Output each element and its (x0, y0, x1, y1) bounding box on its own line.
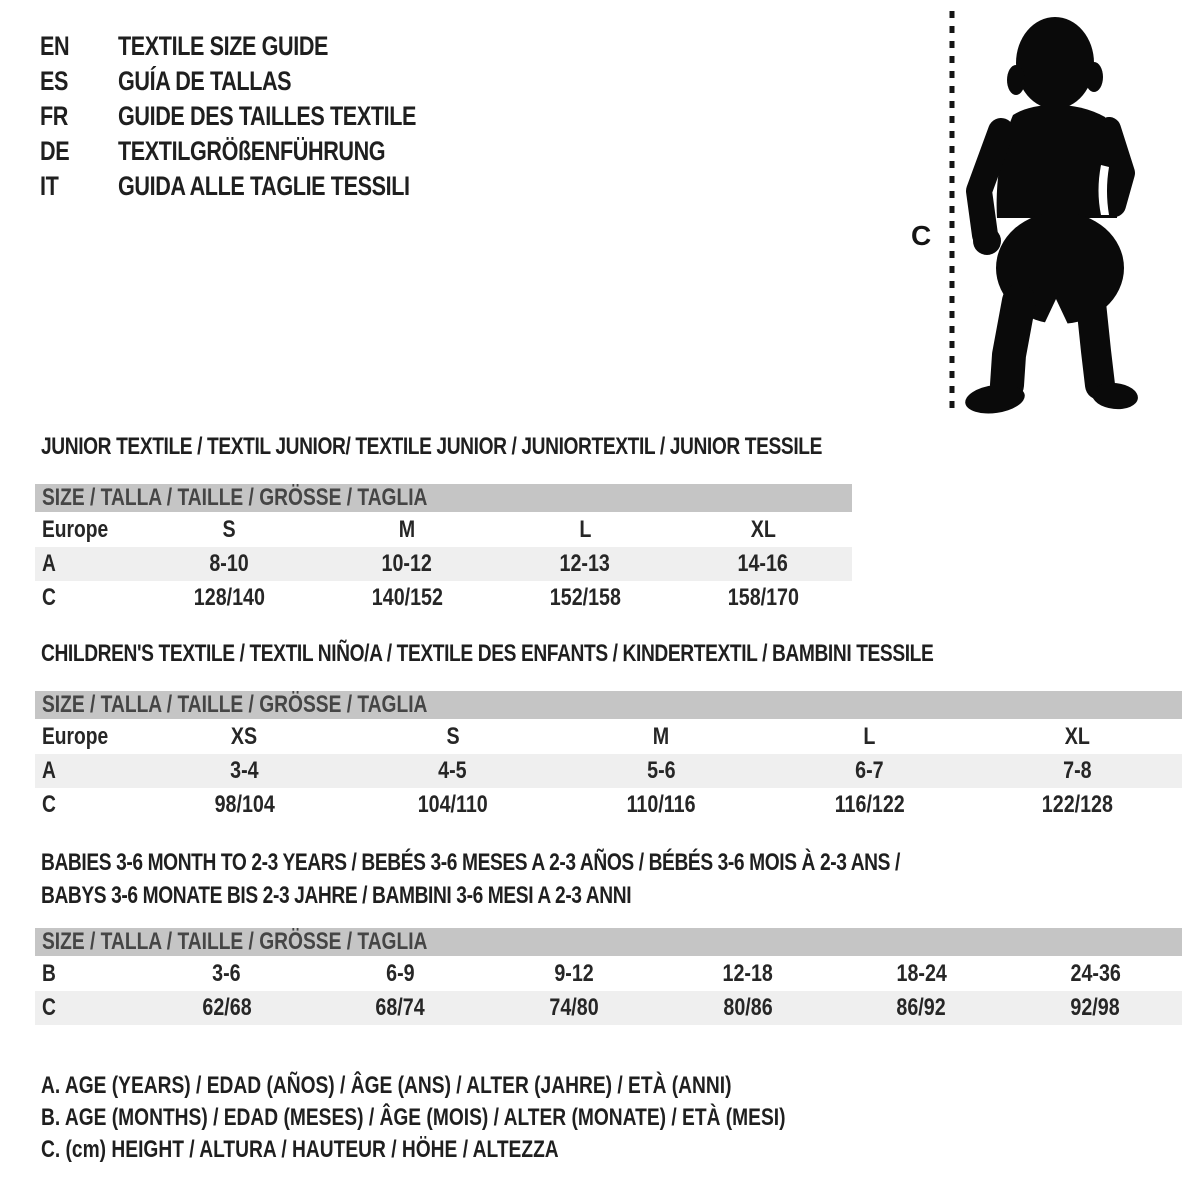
table-cell: 6-9 (386, 960, 415, 987)
table-cell: 18-24 (896, 960, 947, 987)
section-title-babies (41, 846, 1115, 912)
lang-code-it: IT (40, 171, 59, 201)
table-cell: 128/140 (193, 584, 265, 611)
table-cell: 86/92 (896, 994, 947, 1021)
babies-size-table (35, 928, 1182, 1025)
table-cell: 104/110 (417, 791, 488, 818)
table-cell: 158/170 (727, 584, 799, 611)
table-cell: 74/80 (549, 994, 599, 1021)
table-cell: L (578, 516, 592, 543)
table-cell: 10-12 (381, 550, 433, 577)
size-header-band: SIZE / TALLA / TAILLE / GRÖSSE / TAGLIA (35, 484, 852, 512)
lang-row-es (40, 64, 491, 99)
table-cell: 9-12 (554, 960, 594, 987)
table-row (35, 581, 852, 615)
height-figure (895, 3, 1175, 435)
table-cell: 152/158 (549, 584, 621, 611)
row-label: Europe (42, 723, 109, 750)
toddler-silhouette-icon (963, 17, 1139, 417)
table-cell: 116/122 (834, 791, 905, 818)
table-cell: 5-6 (646, 757, 676, 784)
table-row (35, 957, 1182, 991)
table-cell: XL (1065, 723, 1091, 750)
table-row (35, 788, 1182, 822)
section-title-children-line: CHILDREN'S TEXTILE / TEXTIL NIÑO/A / TEXTILE DES ENFANTS / KINDERTEXTIL / BAMBINI TESSILE (41, 640, 934, 667)
page-title-de: TEXTILGRÖßENFÜHRUNG (118, 136, 386, 166)
table-cell: S (222, 516, 236, 543)
size-header-band: SIZE / TALLA / TAILLE / GRÖSSE / TAGLIA (35, 691, 1182, 719)
row-label: A (42, 757, 56, 784)
table-cell: 92/98 (1070, 994, 1120, 1021)
page-title-it: GUIDA ALLE TAGLIE TESSILI (118, 171, 410, 201)
section-title-junior (41, 430, 1017, 463)
section-title-babies-line2: BABYS 3-6 MONATE BIS 2-3 JAHRE / BAMBINI 3-6 MESI A 2-3 ANNI (41, 882, 632, 909)
title-block (40, 29, 491, 204)
children-size-table (35, 691, 1182, 822)
footnote-b: B. AGE (MONTHS) / EDAD (MESES) / ÂGE (MOIS) / ALTER (MONATE) / ETÀ (MESI) (41, 1104, 786, 1131)
table-cell: M (652, 723, 670, 750)
table-cell: 80/86 (723, 994, 773, 1021)
table-cell: 14-16 (737, 550, 789, 577)
row-label: Europe (42, 516, 109, 543)
height-measure-label: C (911, 220, 932, 251)
table-row (35, 513, 852, 547)
lang-code-en: EN (40, 31, 70, 61)
row-label: C (42, 994, 56, 1021)
page-title-fr: GUIDE DES TAILLES TEXTILE (118, 101, 417, 131)
table-cell: XS (231, 723, 258, 750)
section-title-junior-line: JUNIOR TEXTILE / TEXTIL JUNIOR/ TEXTILE JUNIOR / JUNIORTEXTIL / JUNIOR TESSILE (41, 433, 822, 460)
table-cell: 4-5 (438, 757, 467, 784)
table-cell: 3-6 (212, 960, 242, 987)
page-title-en: TEXTILE SIZE GUIDE (118, 31, 329, 61)
table-cell: 140/152 (371, 584, 443, 611)
section-title-children (41, 637, 1157, 670)
table-cell: 122/128 (1042, 791, 1114, 818)
size-header-band: SIZE / TALLA / TAILLE / GRÖSSE / TAGLIA (35, 928, 1182, 956)
junior-size-table (35, 484, 852, 615)
table-cell: 6-7 (855, 757, 884, 784)
lang-row-en (40, 29, 491, 64)
lang-row-it (40, 169, 491, 204)
table-cell: XL (750, 516, 776, 543)
lang-code-es: ES (40, 66, 69, 96)
lang-code-de: DE (40, 136, 70, 166)
footnotes (41, 1070, 972, 1166)
table-cell: S (446, 723, 460, 750)
table-cell: L (863, 723, 876, 750)
table-cell: 68/74 (375, 994, 426, 1021)
table-cell: 98/104 (214, 791, 275, 818)
row-label: C (42, 584, 56, 611)
table-cell: 12-13 (559, 550, 611, 577)
lang-code-fr: FR (40, 101, 68, 131)
table-cell: 110/116 (626, 791, 696, 818)
table-cell: 24-36 (1070, 960, 1121, 987)
table-cell: 3-4 (229, 757, 259, 784)
footnote-c: C. (cm) HEIGHT / ALTURA / HAUTEUR / HÖHE / ALTEZZA (41, 1136, 559, 1163)
row-label: A (42, 550, 56, 577)
row-label: B (42, 960, 56, 987)
page-title-es: GUÍA DE TALLAS (118, 66, 292, 96)
table-row (35, 720, 1182, 754)
toddler-figure-svg (895, 3, 1175, 433)
table-cell: 7-8 (1063, 757, 1093, 784)
table-cell: 12-18 (722, 960, 774, 987)
table-cell: 8-10 (209, 550, 249, 577)
section-title-babies-line1: BABIES 3-6 MONTH TO 2-3 YEARS / BEBÉS 3-6 MESES A 2-3 AÑOS / BÉBÉS 3-6 MOIS À 2-3 ANS / (41, 849, 900, 876)
lang-row-de (40, 134, 491, 169)
table-row (35, 547, 852, 581)
footnote-a: A. AGE (YEARS) / EDAD (AÑOS) / ÂGE (ANS) / ALTER (JAHRE) / ETÀ (ANNI) (41, 1072, 732, 1099)
lang-row-fr (40, 99, 491, 134)
table-row (35, 754, 1182, 788)
table-cell: M (398, 516, 416, 543)
table-row (35, 991, 1182, 1025)
row-label: C (42, 791, 56, 818)
table-cell: 62/68 (202, 994, 252, 1021)
